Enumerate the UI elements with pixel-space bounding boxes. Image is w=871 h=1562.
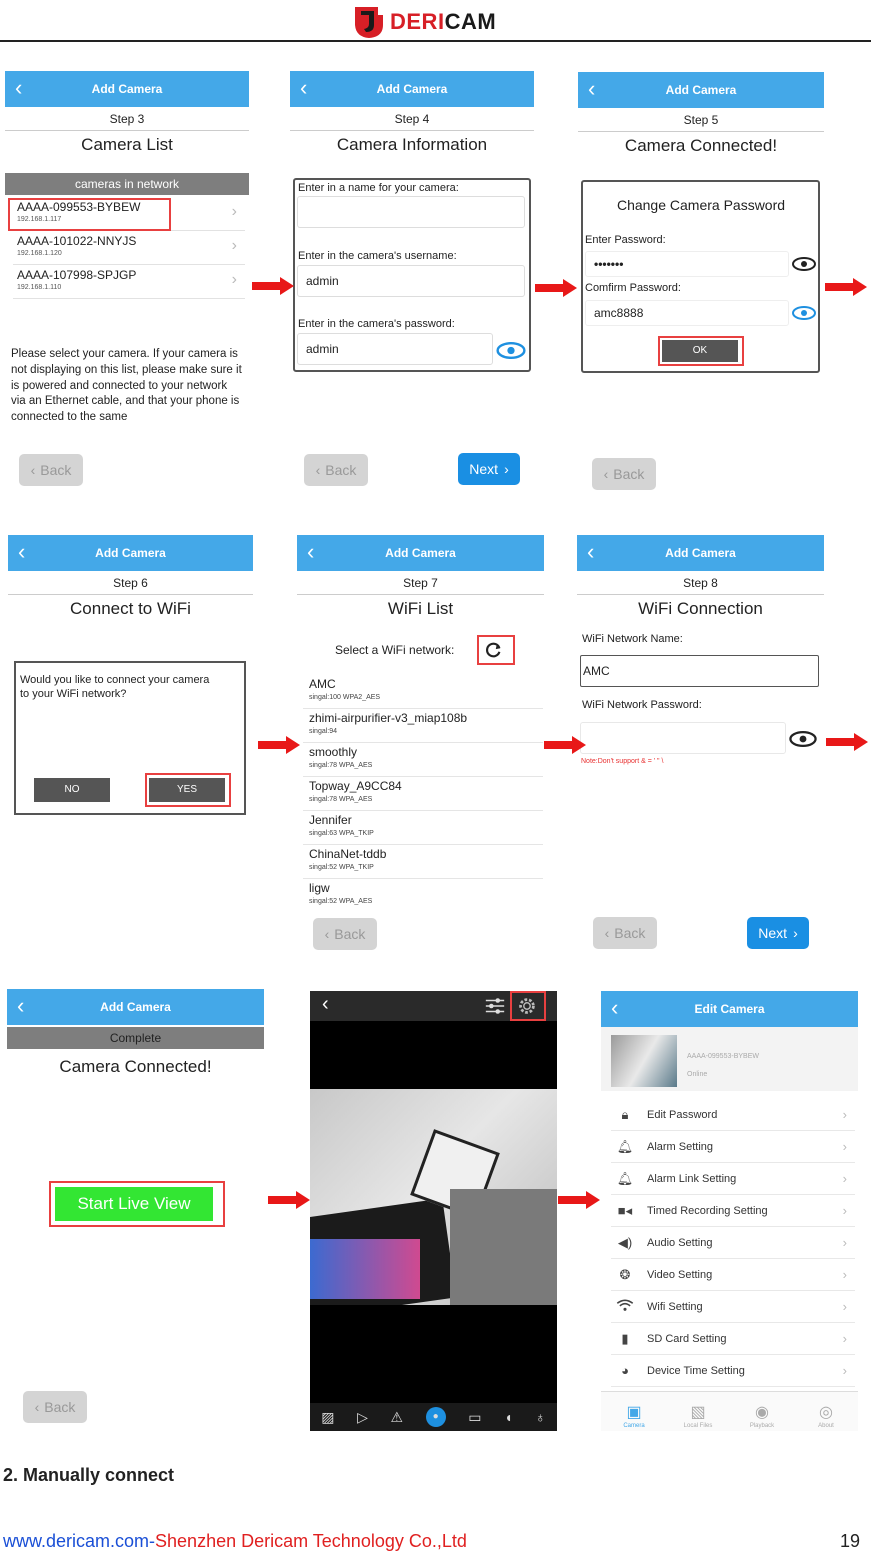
nav-title: Edit Camera <box>694 1002 765 1016</box>
chevron-left-icon: ‹ <box>324 926 330 942</box>
chevron-right-icon: › <box>842 1363 847 1378</box>
name-label: Enter in a name for your camera: <box>298 182 459 194</box>
show-password-eye-icon[interactable] <box>496 342 526 359</box>
username-input[interactable]: admin <box>297 265 525 297</box>
nav-bar <box>577 535 824 571</box>
chevron-right-icon: › <box>842 1139 847 1154</box>
gear-highlight <box>510 991 546 1021</box>
nav-bar <box>601 991 858 1027</box>
menu-video-setting[interactable]: ❂ Video Setting › <box>611 1259 855 1291</box>
camera-icon: ▣ <box>626 1404 642 1421</box>
send-icon[interactable]: ▷ <box>357 1408 368 1425</box>
wifi-name-label: WiFi Network Name: <box>582 633 683 645</box>
lock-icon: 🔒︎ <box>621 1106 629 1122</box>
camera-name: AAAA-099553-BYBEW <box>687 1053 759 1060</box>
screen-title: Camera Connected! <box>624 136 778 155</box>
next-button[interactable]: Next › <box>458 453 520 485</box>
password-label: Enter in the camera's password: <box>298 318 455 330</box>
back-chevron-icon[interactable]: ‹ <box>611 995 619 1020</box>
camera-ip: 192.168.1.120 <box>17 250 62 257</box>
footer-url[interactable]: www.dericam.com <box>3 1531 150 1551</box>
back-chevron-icon[interactable]: ‹ <box>300 75 308 100</box>
step-label: Step 4 <box>290 107 534 131</box>
step-label: Step 7 <box>297 571 544 595</box>
screen-camera-information <box>290 71 534 489</box>
camera-name-input[interactable] <box>297 196 525 228</box>
snapshot-gallery-icon[interactable]: ▨ <box>321 1408 335 1425</box>
nav-title: Add Camera <box>665 83 737 97</box>
back-chevron-icon[interactable]: ‹ <box>18 539 26 564</box>
screen-wifi-connection <box>577 535 824 951</box>
screen-title: Camera Information <box>336 135 488 154</box>
chevron-left-icon: ‹ <box>34 1399 40 1415</box>
menu-timed-recording[interactable]: ■◂ Timed Recording Setting › <box>611 1195 855 1227</box>
flow-arrow-icon <box>258 736 300 754</box>
nav-title: Add Camera <box>665 546 736 560</box>
bell-icon: 🔔︎ <box>616 1138 634 1154</box>
nav-title: Add Camera <box>91 82 163 96</box>
flow-arrow-icon <box>268 1191 310 1209</box>
step-label: Step 8 <box>577 571 824 595</box>
chevron-left-icon: ‹ <box>30 462 36 478</box>
menu-device-time-setting[interactable]: ◕ Device Time Setting › <box>611 1355 855 1387</box>
sd-card-icon: ▮ <box>621 1330 629 1346</box>
screen-camera-connected <box>578 72 824 490</box>
footer-company: Shenzhen Dericam Technology Co.,Ltd <box>155 1531 467 1551</box>
video-camera-icon: ■◂ <box>617 1202 633 1218</box>
wifi-icon <box>611 1299 639 1314</box>
back-button[interactable]: ‹ Back <box>23 1391 87 1423</box>
nav-bar <box>7 989 264 1025</box>
chevron-left-icon: ‹ <box>604 925 610 941</box>
chevron-left-icon: ‹ <box>315 462 321 478</box>
camera-ip: 192.168.1.117 <box>17 216 62 223</box>
wifi-password-input[interactable] <box>580 722 786 754</box>
group-header: cameras in network <box>5 173 249 195</box>
show-password-eye-icon[interactable] <box>789 731 817 747</box>
user-icon: ◎ <box>819 1404 833 1421</box>
yes-highlight <box>145 773 231 807</box>
tab-about[interactable]: ◎ About <box>801 1402 851 1429</box>
nav-bar <box>578 72 824 108</box>
enter-password-label: Enter Password: <box>585 234 666 246</box>
back-chevron-icon[interactable]: ‹ <box>307 539 315 564</box>
nav-bar <box>8 535 253 571</box>
screen-title: Camera List <box>81 135 173 154</box>
camera-ip: 192.168.1.110 <box>17 284 62 291</box>
screen-complete <box>7 989 264 1429</box>
ok-button[interactable]: OK <box>662 340 738 362</box>
playback-icon: ◉ <box>755 1404 769 1421</box>
live-bottom-toolbar <box>310 1403 557 1431</box>
wifi-password-label: WiFi Network Password: <box>582 699 702 711</box>
wifi-network-row[interactable]: ligw singal:52 WPA_AES <box>309 881 373 905</box>
chevron-right-icon: › <box>842 1299 847 1314</box>
tab-playback[interactable]: ◉ Playback <box>737 1402 787 1429</box>
video-feed-screen <box>310 1239 420 1299</box>
back-button[interactable]: ‹ Back <box>19 454 83 486</box>
record-video-icon[interactable]: ▭ <box>468 1408 482 1425</box>
password-note: Note:Don't support & = ' " \ <box>581 758 664 765</box>
chevron-right-icon: › <box>231 203 237 220</box>
flow-arrow-icon <box>535 279 577 297</box>
camera-name: AAAA-099553-BYBEW <box>17 200 141 214</box>
dialog-title: Change Camera Password <box>616 197 786 213</box>
yes-button[interactable]: YES <box>149 778 225 802</box>
chevron-right-icon: › <box>842 1203 847 1218</box>
section-heading: 2. Manually connect <box>3 1465 175 1485</box>
flow-arrow-icon <box>558 1191 600 1209</box>
header-divider <box>0 40 871 42</box>
chevron-right-icon: › <box>793 925 798 941</box>
screen-edit-camera <box>601 991 858 1431</box>
chevron-left-icon: ‹ <box>603 466 609 482</box>
username-label: Enter in the camera's username: <box>298 250 457 262</box>
wifi-network-row[interactable]: Topway_A9CC84 singal:78 WPA_AES <box>303 777 543 811</box>
start-live-view-button[interactable]: Start Live View <box>55 1187 213 1221</box>
speaker-icon: ◀) <box>617 1234 633 1250</box>
live-view-highlight <box>49 1181 225 1227</box>
dialog-question: Would you like to connect your camera to your WiFi network? <box>20 674 210 700</box>
confirm-password-input[interactable]: amc8888 <box>585 300 789 326</box>
refresh-highlight <box>477 635 515 665</box>
menu-audio-setting[interactable]: ◀) Audio Setting › <box>611 1227 855 1259</box>
back-chevron-icon[interactable]: ‹ <box>322 993 329 1015</box>
screen-camera-list <box>5 71 249 489</box>
dericam-logo <box>352 4 522 40</box>
brand-suffix: CAM <box>444 9 497 34</box>
chevron-right-icon: › <box>842 1171 847 1186</box>
menu-alarm-setting[interactable]: 🔔︎ Alarm Setting › <box>611 1131 855 1163</box>
nav-title: Add Camera <box>385 546 456 560</box>
wifi-name-input[interactable]: AMC <box>580 655 819 687</box>
screen-live-view <box>310 991 557 1431</box>
back-chevron-icon[interactable]: ‹ <box>587 539 595 564</box>
help-text: Please select your camera. If your camera is not displaying on this list, please make sure it is powered and connected to your network via an Ethernet cable, and that your phone is connected to the same <box>11 348 242 424</box>
nav-bar <box>290 71 534 107</box>
enter-password-input[interactable]: ••••••• <box>585 251 789 277</box>
back-chevron-icon[interactable]: ‹ <box>17 993 25 1018</box>
back-button[interactable]: ‹ Back <box>592 458 656 490</box>
tab-local-files[interactable]: ▧ Local Files <box>673 1402 723 1429</box>
flow-arrow-icon <box>826 733 868 751</box>
footer-text <box>3 1531 467 1552</box>
speaker-icon[interactable]: ◖ <box>504 1409 513 1425</box>
back-button[interactable]: ‹ Back <box>593 917 657 949</box>
show-password-eye-icon[interactable] <box>792 257 816 271</box>
chevron-right-icon: › <box>231 271 237 288</box>
nav-bar <box>297 535 544 571</box>
image-icon: ▧ <box>690 1404 706 1421</box>
back-button[interactable]: ‹ Back <box>304 454 368 486</box>
confirm-password-label: Comfirm Password: <box>585 282 681 294</box>
camera-thumbnail <box>611 1035 677 1087</box>
camera-name: AAAA-101022-NNYJS <box>17 234 137 248</box>
screen-wifi-list <box>297 535 544 951</box>
footer-dash: - <box>149 1531 156 1551</box>
chevron-right-icon: › <box>842 1107 847 1122</box>
menu-wifi-setting[interactable]: Wifi Setting › <box>611 1291 855 1323</box>
camera-status: Online <box>687 1071 708 1078</box>
camera-row[interactable] <box>13 265 245 299</box>
video-feed <box>310 1089 557 1305</box>
screen-connect-wifi <box>8 535 253 951</box>
step-label: Complete <box>7 1027 264 1049</box>
tab-camera[interactable]: ▣ Camera <box>609 1402 659 1429</box>
step-label: Step 5 <box>578 108 824 132</box>
flow-arrow-icon <box>825 278 867 296</box>
bell-icon: 🔔︎ <box>616 1170 634 1186</box>
camera-name: AAAA-107998-SPJGP <box>17 268 137 282</box>
back-chevron-icon[interactable]: ‹ <box>588 76 596 101</box>
camera-row[interactable] <box>13 231 245 265</box>
step-label: Step 6 <box>8 571 253 595</box>
wifi-network-row[interactable]: smoothly singal:78 WPA_AES <box>303 743 543 777</box>
back-button[interactable]: ‹ Back <box>313 918 377 950</box>
flow-arrow-icon <box>252 277 294 295</box>
chevron-right-icon: › <box>842 1267 847 1282</box>
chevron-right-icon: › <box>504 461 509 477</box>
flow-arrow-icon <box>544 736 586 754</box>
screen-title: Connect to WiFi <box>70 599 191 618</box>
select-wifi-label: Select a WiFi network: <box>335 643 455 657</box>
nav-title: Add Camera <box>95 546 166 560</box>
microphone-icon[interactable]: ♁ <box>535 1409 546 1425</box>
screen-title: WiFi Connection <box>638 599 763 618</box>
screen-title: Camera Connected! <box>59 1057 212 1076</box>
chevron-right-icon: › <box>842 1331 847 1346</box>
adjust-sliders-icon[interactable] <box>484 995 506 1017</box>
wifi-network-row[interactable]: ChinaNet-tddb singal:52 WPA_TKIP <box>303 845 543 879</box>
wifi-network-row[interactable]: zhimi-airpurifier-v3_miap108b singal:94 <box>303 709 543 743</box>
menu-alarm-link-setting[interactable]: 🔔︎ Alarm Link Setting › <box>611 1163 855 1195</box>
screen-title: WiFi List <box>387 599 454 618</box>
show-password-eye-icon[interactable] <box>792 306 816 320</box>
wifi-network-row[interactable]: Jennifer singal:63 WPA_TKIP <box>303 811 543 845</box>
no-button[interactable]: NO <box>34 778 110 802</box>
page-number: 19 <box>840 1531 861 1551</box>
menu-edit-password[interactable]: 🔒︎ Edit Password › <box>611 1099 855 1131</box>
step-label: Step 3 <box>5 107 249 131</box>
clock-icon: ◕ <box>621 1363 629 1378</box>
warning-icon[interactable]: ⚠ <box>390 1408 404 1425</box>
ok-highlight <box>658 336 744 366</box>
selected-camera-highlight <box>8 198 171 231</box>
chevron-right-icon: › <box>231 237 237 254</box>
film-reel-icon: ❂ <box>619 1266 631 1282</box>
password-input[interactable]: admin <box>297 333 493 365</box>
dericam-logo-mark <box>352 5 386 39</box>
wifi-network-row[interactable]: AMC singal:100 WPA2_AES <box>303 675 543 709</box>
nav-title: Add Camera <box>100 1000 171 1014</box>
nav-title: Add Camera <box>376 82 448 96</box>
nav-bar <box>5 71 249 107</box>
back-chevron-icon[interactable]: ‹ <box>15 75 23 100</box>
menu-sd-card-setting[interactable]: ▮ SD Card Setting › <box>611 1323 855 1355</box>
camera-capture-icon[interactable]: ● <box>426 1407 446 1427</box>
chevron-right-icon: › <box>842 1235 847 1250</box>
next-button[interactable]: Next › <box>747 917 809 949</box>
video-feed-shelf <box>450 1189 557 1305</box>
bottom-tab-bar <box>601 1391 858 1431</box>
brand-prefix: DERI <box>390 9 445 34</box>
